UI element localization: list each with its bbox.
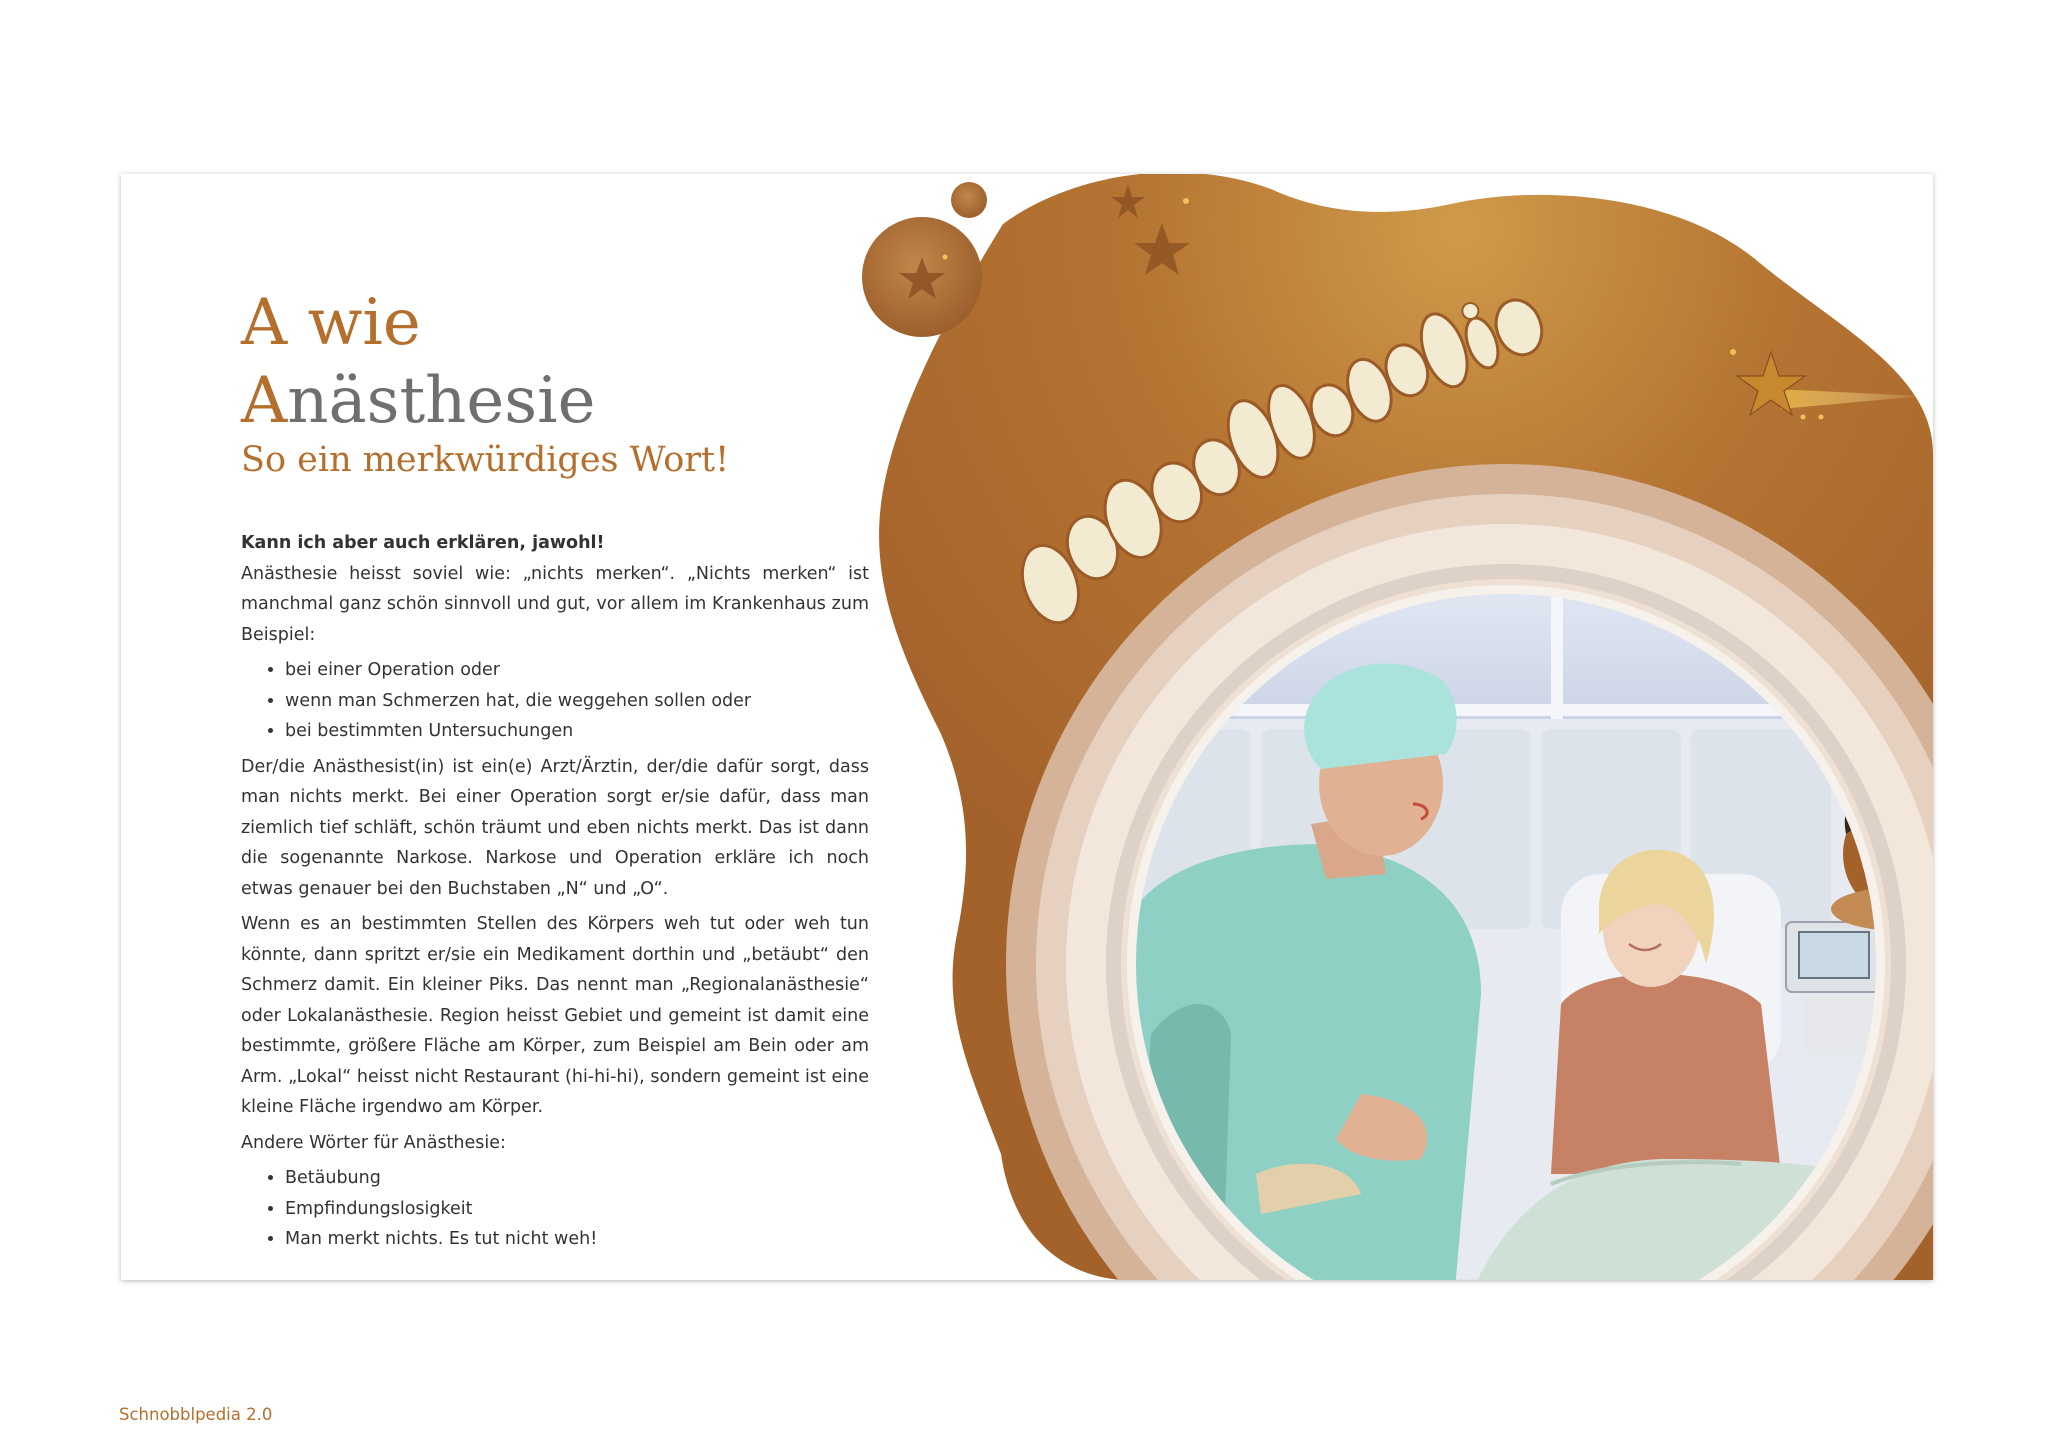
lead-sentence: Kann ich aber auch erklären, jawohl!	[241, 533, 605, 553]
bullet-list	[241, 655, 869, 747]
list-item: • wenn man Schmerzen hat, die weggehen sollen oder	[285, 686, 869, 717]
list-item: • bei einer Operation oder	[285, 655, 869, 686]
article-body	[241, 528, 869, 1260]
page-title	[241, 284, 801, 440]
list-item: • Man merkt nichts. Es tut nicht weh!	[285, 1224, 869, 1255]
small-ball	[951, 182, 987, 218]
title-line-2	[241, 362, 801, 440]
title-rest: nästhesie	[287, 364, 596, 438]
patient-body	[1551, 974, 1781, 1174]
title-initial: A	[241, 364, 288, 438]
page-card	[121, 174, 1933, 1280]
footer-label: Schnobblpedia 2.0	[119, 1405, 273, 1424]
list-item: • Betäubung	[285, 1163, 869, 1194]
paragraph: Wenn es an bestimmten Stellen des Körpers weh tut oder weh tun könnte, dann spritzt er/sie ein Medikament dorthin und „betäubt“ den Schmerz damit. Ein kleiner Piks. Das nennt man „Regionalanästhesie“ oder Lokalanästhesie. Region heisst Gebiet und gemeint ist damit eine bestimmte, größere Fläche am Körper, zum Beispiel am Bein oder am Arm. „Lokal“ heisst nicht Restaurant (hi-hi-hi), sondern gemeint ist eine kleine Fläche irgendwo am Körper.	[241, 914, 869, 1117]
list-item: • bei bestimmten Untersuchungen	[285, 716, 869, 747]
list-item: • Empfindungslosigkeit	[285, 1194, 869, 1225]
bullet-list	[241, 1163, 869, 1255]
title-line-1: A wie	[241, 286, 421, 360]
paragraph: Anästhesie heisst soviel wie: „nichts merken“. „Nichts merken“ ist manchmal ganz schön sinnvoll und gut, vor allem im Krankenhaus zum Beispiel:	[241, 563, 869, 645]
paragraph: Andere Wörter für Anästhesie:	[241, 1132, 506, 1153]
page-subtitle: So ein merkwürdiges Wort!	[241, 440, 730, 480]
paragraph: Der/die Anästhesist(in) ist ein(e) Arzt/Ärztin, der/die dafür sorgt, dass man nichts merkt. Bei einer Operation sorgt er/sie dafür, dass man ziemlich tief schläft, schön träumt und eben nichts merkt. Das ist dann die sogenannte Narkose. Narkose und Operation erkläre ich noch etwas genauer bei den Buchstaben „N“ und „O“.	[241, 756, 869, 899]
